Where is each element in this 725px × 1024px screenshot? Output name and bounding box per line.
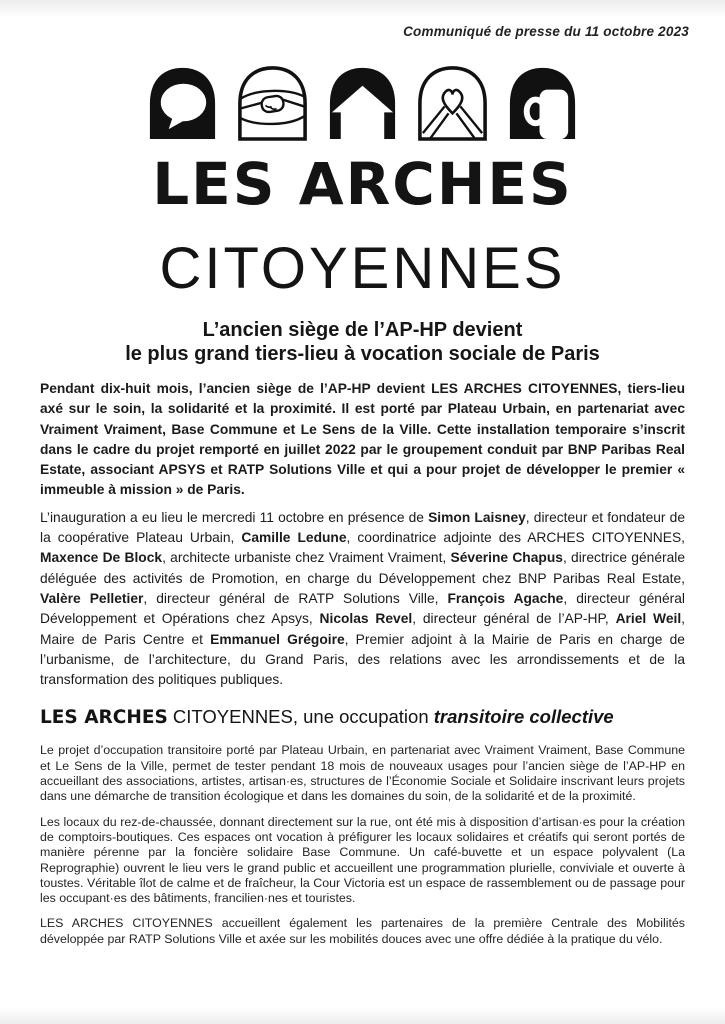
paragraph-occupation: Le projet d’occupation transitoire porté par Plateau Urbain, en partenariat avec Vraiment Vraiment, Base Commune et Le Sens de la Ville, permet de tester pendant 18 mois de nouveaux usages pour l’ancien siège de l’AP-HP en accueillant des associations, artistes, artisan·es, structures de l’Économie Sociale et Solidaire inscrivant leurs projets dans une démarche de transition écologique et dans les domaines du soin, de la solidarité et de la proximité. (40, 743, 685, 804)
press-release-date: Communiqué de presse du 11 octobre 2023 (403, 24, 689, 39)
paragraph-mobilites: LES ARCHES CITOYENNES accueillent également les partenaires de la première Centrale des Mobilités développée par RATP Solutions Ville et axée sur les mobilités douces avec une offre dédiée à la pratique du vélo. (40, 916, 685, 946)
heart-hands-icon (413, 62, 492, 141)
headline-line-2: le plus grand tiers-lieu à vocation sociale de Paris (125, 342, 600, 365)
wordmark-line-2: CITOYENNES (159, 236, 566, 301)
house-icon (323, 62, 402, 141)
handshake-icon (233, 62, 312, 141)
logo-icons-row (0, 0, 725, 141)
mug-icon (503, 62, 582, 141)
paragraph-locaux: Les locaux du rez-de-chaussée, donnant directement sur la rue, ont été mis à disposition d’artisan·es pour la création de comptoirs-boutiques. Ces espaces ont vocation à préfigurer les locaux solidaires et créatifs qui seront portés de manière pérenne par la foncière solidaire Base Commune. Un café-buvette et un espace polyvalent (La Reprographie) ouvrent le lieu vers le grand public et accueillent une programmation plurielle, conviviale et ouverte à toustes. Véritable îlot de calme et de fraîcheur, la Cour Victoria est un espace de rassemblement ou de passage pour les occupant·es des bâtiments, francilien·nes et touristes. (40, 814, 685, 906)
intro-paragraph: Pendant dix-huit mois, l’ancien siège de l’AP-HP devient LES ARCHES CITOYENNES, tiers-lieu axé sur le soin, la solidarité et la proximité. Il est porté par Plateau Urbain, en partenariat avec Vraiment Vraiment, Base Commune et Le Sens de la Ville. Cette installation temporaire s’inscrit dans le cadre du projet remporté en juillet 2022 par le groupement conduit par BNP Paribas Real Estate, associant APSYS et RATP Solutions Ville et qui a pour projet de développer le premier « immeuble à mission » de Paris. (40, 381, 685, 498)
wordmark-line-1: LES ARCHES (152, 150, 573, 218)
speech-bubble-icon (143, 62, 222, 141)
headline-line-1: L’ancien siège de l’AP-HP devient (202, 319, 523, 341)
page-bottom-shadow (0, 1008, 725, 1024)
section-heading: LES ARCHES CITOYENNES, une occupation transitoire collective (40, 706, 614, 729)
inauguration-paragraph: L’inauguration a eu lieu le mercredi 11 octobre en présence de Simon Laisney, directeur et fondateur de la coopérative Plateau Urbain, Camille Ledune, coordinatrice adjointe des ARCHES CITOYENNES, Maxence De Block, architecte urbaniste chez Vraiment Vraiment, Séverine Chapus, directrice générale déléguée des activités de Promotion, en charge du Développement chez BNP Paribas Real Estate, Valère Pelletier, directeur général de RATP Solutions Ville, François Agache, directeur général Développement et Opérations chez Apsys, Nicolas Revel, directeur général de l’AP-HP, Ariel Weil, Maire de Paris Centre et Emmanuel Grégoire, Premier adjoint à la Mairie de Paris en charge de l’urbanisme, de l’architecture, du Grand Paris, des relations avec les arrondissements et de la transformation des politiques publiques. (40, 509, 686, 688)
headline (0, 319, 725, 366)
